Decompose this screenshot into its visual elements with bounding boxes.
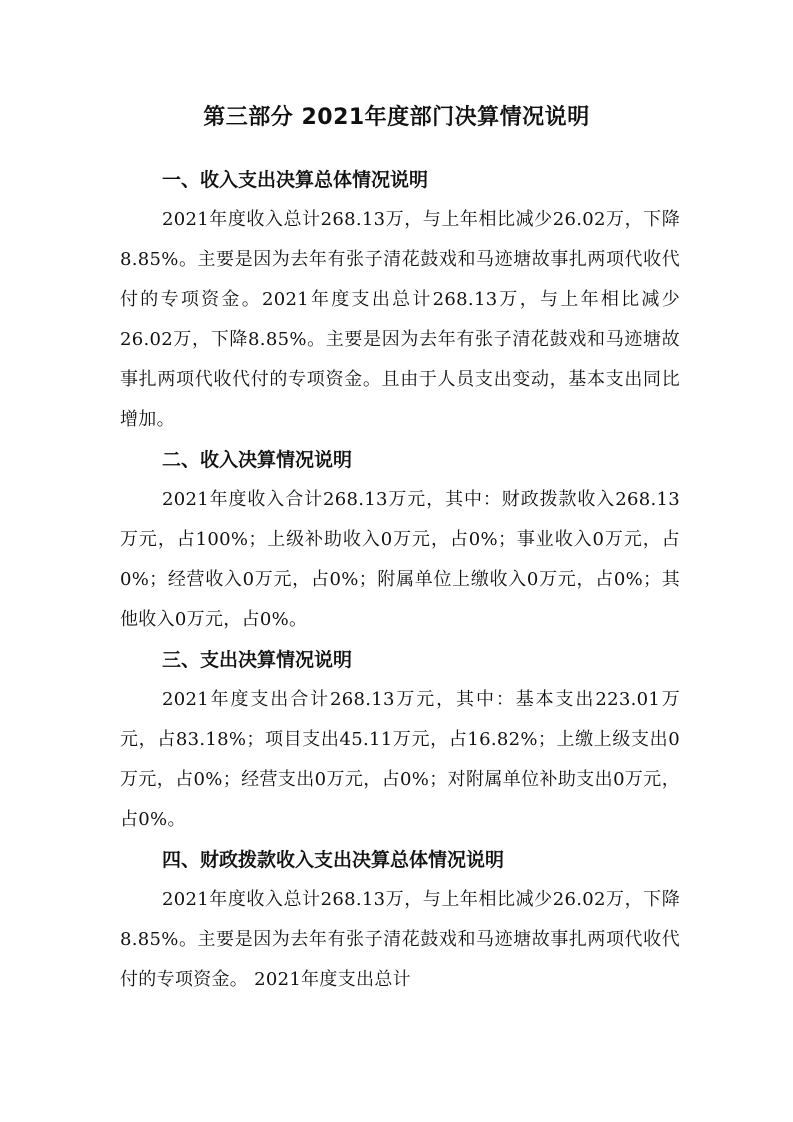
page-title: 第三部分 2021年度部门决算情况说明 <box>203 105 590 130</box>
section-heading-4: 四、财政拨款收入支出决算总体情况说明 <box>162 849 505 871</box>
section-paragraph-2: 2021年度收入合计268.13万元，其中：财政拨款收入268.13万元，占100%；上级补助收入0万元，占0%；事业收入0万元，占0%；经营收入0万元，占0%；附属单位上缴收入0万元，占0%；其他收入0万元，占0%。 <box>120 489 680 630</box>
section-heading-2: 二、收入决算情况说明 <box>162 449 353 471</box>
section-paragraph-3: 2021年度支出合计268.13万元，其中：基本支出223.01万元，占83.18%；项目支出45.11万元，占16.82%；上缴上级支出0万元，占0%；经营支出0万元，占0%；对附属单位补助支出0万元，占0%。 <box>120 689 680 830</box>
section-heading-1: 一、收入支出决算总体情况说明 <box>162 169 429 191</box>
section-paragraph-1: 2021年度收入总计268.13万，与上年相比减少26.02万，下降8.85%。主要是因为去年有张子清花鼓戏和马迹塘故事扎两项代收代付的专项资金。2021年度支出总计268.13万，与上年相比减少26.02万，下降8.85%。主要是因为去年有张子清花鼓戏和马迹塘故事扎两项代收代付的专项资金。且由于人员支出变动，基本支出同比增加。 <box>120 209 680 430</box>
section-paragraph-4: 2021年度收入总计268.13万，与上年相比减少26.02万，下降8.85%。主要是因为去年有张子清花鼓戏和马迹塘故事扎两项代收代付的专项资金。 2021年度支出总计 <box>120 889 680 990</box>
section-heading-3: 三、支出决算情况说明 <box>162 649 353 671</box>
document-body <box>120 160 680 1000</box>
